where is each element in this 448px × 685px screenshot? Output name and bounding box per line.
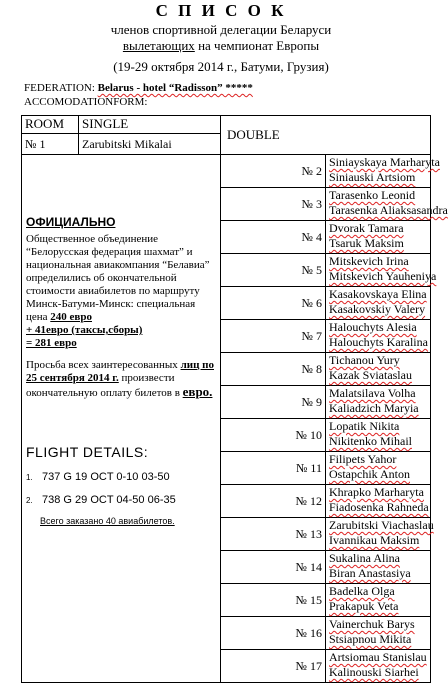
total-price: = 281 евро xyxy=(26,337,77,349)
room-number: № 11 xyxy=(221,452,326,485)
room-number: № 4 xyxy=(221,221,326,254)
room-number: № 17 xyxy=(221,650,326,683)
occupant-name: Filipets Yahor xyxy=(329,452,397,466)
room-occupants xyxy=(326,551,431,584)
room-occupants xyxy=(326,155,440,188)
occupant-name: Siniayskaya Marharyta xyxy=(329,155,440,169)
occupant-name: Khrapko Marharyta xyxy=(329,485,424,499)
occupant-name: Siniauski Artsiom xyxy=(329,170,416,184)
occupant-name: Sukalina Alina xyxy=(329,551,400,565)
occupant-name: Badelka Olga xyxy=(329,584,395,598)
info-cell xyxy=(22,155,221,683)
federation-line xyxy=(24,82,253,94)
room-number: № 5 xyxy=(221,254,326,287)
room-occupants xyxy=(326,221,431,254)
currency-text: евро. xyxy=(182,384,213,399)
taxes-text: + 41евро (таксы,сборы) xyxy=(26,324,143,336)
federation-label: FEDERATION: xyxy=(24,82,98,94)
occupant-name: Tarasenko Leonid xyxy=(329,188,416,202)
official-heading: ОФИЦИАЛЬНО xyxy=(26,215,116,229)
room-number: № 2 xyxy=(221,155,326,188)
departing-word: вылетающих xyxy=(122,38,195,53)
room-occupants xyxy=(326,452,431,485)
room-header: ROOM xyxy=(22,116,79,134)
occupant-name: Ostapchik Anton xyxy=(329,467,410,481)
room-number: № 7 xyxy=(221,320,326,353)
occupant-name: Kasakovskaya Elina xyxy=(329,287,427,301)
occupant-name: Kasakovskiy Valery xyxy=(329,302,426,316)
payment-text: Просьба всех заинтересованных xyxy=(26,359,181,371)
occupant-name: Kaliadzich Maryia xyxy=(329,401,419,415)
single-room-name: Zarubitski Mikalai xyxy=(79,134,221,155)
flight-text: 738 G 29 OCT 04-50 06-35 xyxy=(42,494,176,506)
flight-item xyxy=(26,471,216,483)
room-number: № 3 xyxy=(221,188,326,221)
payment-paragraph xyxy=(26,359,216,400)
room-number: № 8 xyxy=(221,353,326,386)
tickets-ordered-note: Всего заказано 40 авиабилетов. xyxy=(40,516,175,526)
subtitle-line: членов спортивной делегации Беларуси xyxy=(110,22,332,37)
federation-value: Belarus - hotel “Radisson” ***** xyxy=(97,82,253,94)
occupant-name: Kalinouski Siarhei xyxy=(329,665,419,679)
room-occupants xyxy=(326,584,431,617)
deadline-text: лиц по 25 сентября 2014 г. xyxy=(26,359,214,384)
room-occupants xyxy=(326,353,431,386)
list-title: С П И С О К xyxy=(155,1,287,20)
occupant-name: Tarasenka Aliaksasandra xyxy=(329,203,448,217)
occupant-name: Ivannikau Maksim xyxy=(329,533,420,547)
header-row xyxy=(22,116,431,134)
occupant-name: Tichanou Yury xyxy=(329,353,400,367)
accommodation-table xyxy=(21,115,448,683)
occupant-name: Mitskevich Irina xyxy=(329,254,409,268)
occupant-name: Kazak Sviataslau xyxy=(329,368,412,382)
room-occupants xyxy=(326,254,437,287)
special-price: 240 евро xyxy=(50,311,92,323)
occupant-name: Lopatik Nikita xyxy=(329,419,400,433)
occupant-name: Dvorak Tamara xyxy=(329,221,404,235)
occupant-name: Fiadosenka Rahneda xyxy=(329,500,429,514)
occupant-name: Nikitenko Mihail xyxy=(329,434,412,448)
price-text: Общественное объединение “Белорусская федерация шахмат” и национальная авиакомпания “Белавиа” определились об окончательной стоимости авиабилетов по маршруту Минск-Батуми-Минск: специальная цена xyxy=(26,233,210,323)
occupant-name: Tsaruk Maksim xyxy=(329,236,404,250)
occupant-name: Biran Anastasiya xyxy=(329,566,411,580)
room-occupants xyxy=(326,287,431,320)
payment-text-2: произвести окончательную оплату билетов в xyxy=(26,372,183,399)
occupant-name: Halouchyts Alesia xyxy=(329,320,417,334)
flight-number-marker: 2. xyxy=(26,496,33,505)
occupant-name: Artsiomau Stanislau xyxy=(329,650,427,664)
room-number: № 14 xyxy=(221,551,326,584)
occupant-name: Malatsilava Volha xyxy=(329,386,416,400)
room-occupants xyxy=(326,617,431,650)
flight-text: 737 G 19 OCT 0-10 03-50 xyxy=(42,471,170,483)
room-number: № 12 xyxy=(221,485,326,518)
room-number: № 15 xyxy=(221,584,326,617)
single-room-number: № 1 xyxy=(22,134,79,155)
championship-text: на чемпионат Европы xyxy=(194,38,320,53)
room-occupants xyxy=(326,320,431,353)
occupant-name: Vainerchuk Barys xyxy=(329,617,415,631)
occupant-name: Stsiapnou Mikita xyxy=(329,632,412,646)
room-number: № 6 xyxy=(221,287,326,320)
dates-line: (19-29 октября 2014 г., Батуми, Грузия) xyxy=(113,59,329,74)
room-occupants xyxy=(326,419,431,452)
room-number: № 13 xyxy=(221,518,326,551)
price-paragraph xyxy=(26,233,216,350)
occupant-name: Prakapuk Veta xyxy=(329,599,399,613)
flight-item xyxy=(26,494,216,506)
room-occupants xyxy=(326,386,431,419)
occupant-name: Halouchyts Karalina xyxy=(329,335,428,349)
occupant-name: Zarubitski Viachaslau xyxy=(329,518,434,532)
room-number: № 9 xyxy=(221,386,326,419)
single-header: SINGLE xyxy=(79,116,221,134)
flight-number-marker: 1. xyxy=(26,473,33,482)
room-occupants xyxy=(326,650,431,683)
accommodation-label: ACCOMODATIONFORM: xyxy=(24,96,148,108)
flight-details-title: FLIGHT DETAILS: xyxy=(26,444,149,460)
room-occupants xyxy=(326,188,448,221)
subtitle-line-2 xyxy=(0,38,442,54)
occupant-name: Mitskevich Yauheniya xyxy=(329,269,437,283)
room-occupants xyxy=(326,485,431,518)
room-number: № 10 xyxy=(221,419,326,452)
table-row xyxy=(22,155,431,188)
room-number: № 16 xyxy=(221,617,326,650)
double-header: DOUBLE xyxy=(221,116,431,155)
room-occupants xyxy=(326,518,434,551)
